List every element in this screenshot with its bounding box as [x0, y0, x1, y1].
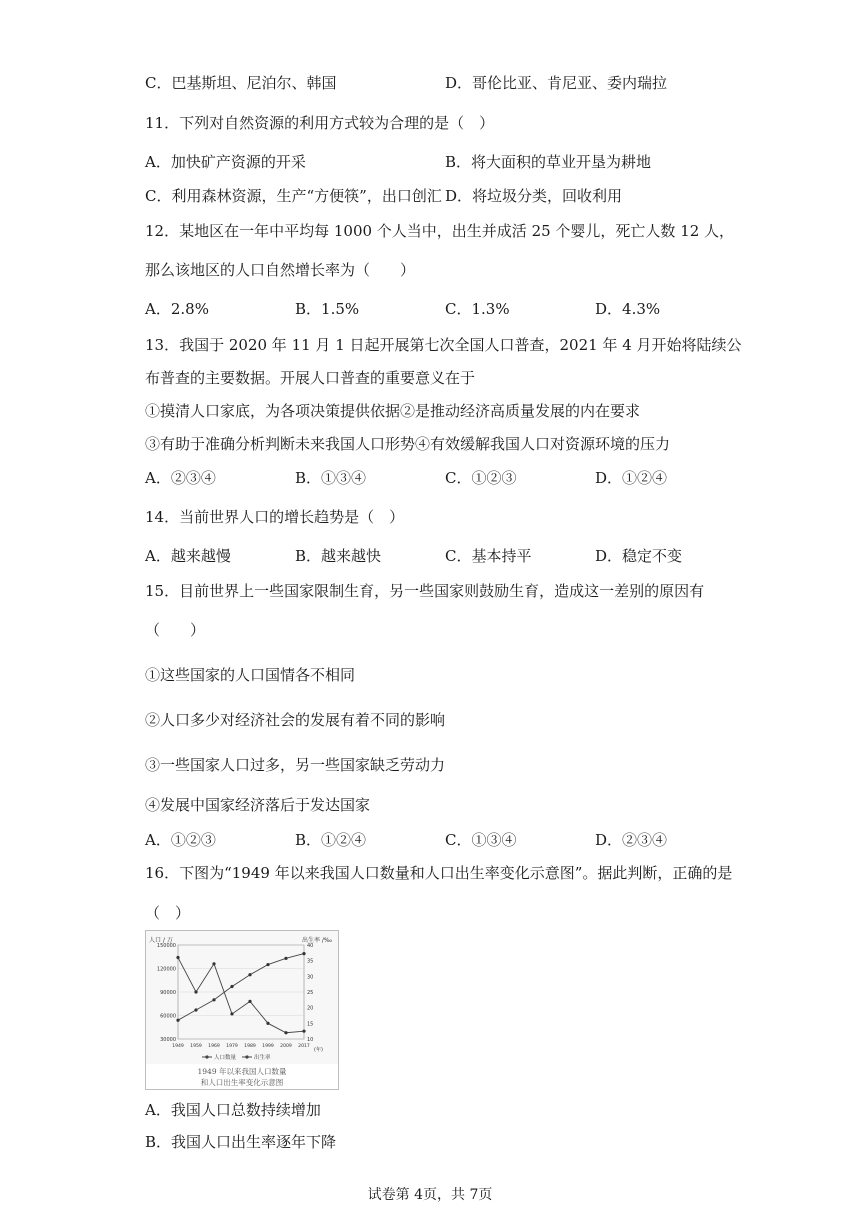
data-point-birthrate — [176, 956, 179, 959]
q13-statement-1: ①摸清人口家底，为各项决策提供依据②是推动经济高质量发展的内在要求 — [145, 402, 641, 420]
x-tick-label: 1969 — [208, 1044, 220, 1049]
q15-statement-1: ①这些国家的人口国情各不相同 — [145, 666, 356, 684]
data-point-birthrate — [248, 1000, 251, 1003]
q14-option-d: D．稳定不变 — [595, 547, 683, 565]
x-unit-label: (年) — [314, 1047, 323, 1053]
right-tick-label: 10 — [307, 1037, 314, 1043]
q15-statement-3: ③一些国家人口过多，另一些国家缺乏劳动力 — [145, 756, 446, 774]
right-tick-label: 25 — [307, 990, 314, 996]
population-chart-svg — [146, 931, 338, 1089]
data-point-population — [302, 952, 305, 955]
x-tick-label: 1979 — [226, 1044, 238, 1049]
left-tick-label: 60000 — [160, 1013, 176, 1020]
q13-statement-2: ③有助于准确分析判断未来我国人口形势④有效缓解我国人口对资源环境的压力 — [145, 435, 671, 453]
q11-option-c: C．利用森林资源，生产“方便筷”，出口创汇 — [145, 187, 442, 205]
right-tick-label: 40 — [307, 943, 314, 949]
q12-stem-line1: 12．某地区在一年中平均每 1000 个人当中，出生并成活 25 个婴儿，死亡人数 12 人， — [145, 222, 735, 240]
data-point-birthrate — [230, 1012, 233, 1015]
q13-option-c: C．①②③ — [445, 469, 517, 487]
q10-option-c: C．巴基斯坦、尼泊尔、韩国 — [145, 74, 337, 92]
x-tick-label: 1989 — [244, 1044, 256, 1049]
q11-stem: 11．下列对自然资源的利用方式较为合理的是（ ） — [145, 114, 495, 132]
data-point-birthrate — [194, 990, 197, 993]
x-tick-label: 2017 — [298, 1044, 310, 1049]
right-tick-label: 30 — [307, 974, 314, 981]
data-point-population — [176, 1019, 179, 1022]
data-point-population — [248, 973, 251, 976]
q11-option-b: B．将大面积的草业开垦为耕地 — [445, 153, 652, 171]
q12-option-b: B．1.5% — [295, 300, 360, 318]
right-tick-label: 20 — [307, 1005, 314, 1012]
chart-caption-line1: 1949 年以来我国人口数量 — [197, 1067, 287, 1076]
data-point-birthrate — [266, 1022, 269, 1025]
left-tick-label: 120000 — [156, 966, 176, 973]
q13-option-b: B．①③④ — [295, 469, 367, 487]
q15-option-d: D．②③④ — [595, 831, 668, 849]
q15-stem-line2: （ ） — [145, 621, 206, 639]
data-point-birthrate — [302, 1030, 305, 1033]
q11-option-d: D．将垃圾分类，回收利用 — [445, 187, 623, 205]
data-point-population — [284, 957, 287, 960]
q14-option-a: A．越来越慢 — [145, 547, 231, 565]
q12-stem-line2: 那么该地区的人口自然增长率为（ ） — [145, 261, 416, 279]
q15-option-a: A．①②③ — [145, 831, 216, 849]
q11-option-a: A．加快矿产资源的开采 — [145, 153, 306, 171]
q13-stem-line1: 13．我国于 2020 年 11 月 1 日起开展第七次全国人口普查，2021 年 4 月开始将陆续公 — [145, 336, 742, 354]
data-point-birthrate — [284, 1031, 287, 1034]
q12-option-c: C．1.3% — [445, 300, 510, 318]
q15-option-c: C．①③④ — [445, 831, 517, 849]
legend-birthrate-marker — [245, 1055, 248, 1058]
data-point-population — [194, 1008, 197, 1011]
left-tick-label: 150000 — [156, 943, 176, 949]
q15-statement-2: ②人口多少对经济社会的发展有着不同的影响 — [145, 711, 446, 729]
left-tick-label: 30000 — [160, 1037, 176, 1043]
q15-stem-line1: 15．目前世界上一些国家限制生育，另一些国家则鼓励生育，造成这一差别的原因有 — [145, 582, 705, 600]
chart-ticks — [157, 943, 313, 1049]
q16-option-b: B．我国人口出生率逐年下降 — [145, 1133, 337, 1151]
population-chart — [145, 930, 339, 1090]
page-footer: 试卷第 4页，共 7页 — [367, 1187, 493, 1203]
right-tick-label: 15 — [307, 1021, 314, 1028]
q13-option-a: A．②③④ — [145, 469, 216, 487]
legend-birthrate-label: 出生率 — [254, 1055, 271, 1061]
q15-statement-4: ④发展中国家经济落后于发达国家 — [145, 796, 371, 814]
x-tick-label: 1949 — [172, 1044, 184, 1049]
series-line-birthrate — [178, 958, 304, 1033]
q14-option-b: B．越来越快 — [295, 547, 382, 565]
q14-option-c: C．基本持平 — [445, 547, 532, 565]
legend-population-marker — [205, 1055, 208, 1058]
q14-stem: 14．当前世界人口的增长趋势是（ ） — [145, 508, 405, 526]
q13-stem-line2: 布普查的主要数据。开展人口普查的重要意义在于 — [145, 369, 476, 387]
q16-stem-line1: 16．下图为“1949 年以来我国人口数量和人口出生率变化示意图”。据此判断，正确的是 — [145, 864, 733, 882]
q13-option-d: D．①②④ — [595, 469, 668, 487]
x-tick-label: 1959 — [190, 1044, 202, 1049]
left-tick-label: 90000 — [160, 990, 176, 996]
left-axis-label: 人口 / 万 — [149, 937, 173, 944]
data-point-population — [212, 998, 215, 1001]
chart-caption-line2: 和人口出生率变化示意图 — [200, 1078, 284, 1087]
data-point-population — [266, 963, 269, 966]
chart-legend — [202, 1053, 271, 1061]
q12-option-d: D．4.3% — [595, 300, 661, 318]
data-point-population — [230, 985, 233, 988]
x-tick-label: 1999 — [262, 1044, 274, 1049]
legend-population-label: 人口数量 — [214, 1055, 237, 1061]
q12-option-a: A．2.8% — [145, 300, 209, 318]
x-tick-label: 2009 — [280, 1044, 292, 1049]
q16-option-a: A．我国人口总数持续增加 — [145, 1101, 321, 1119]
data-point-birthrate — [212, 962, 215, 965]
right-tick-label: 35 — [307, 958, 314, 965]
q15-option-b: B．①②④ — [295, 831, 367, 849]
chart-series — [176, 952, 305, 1034]
q16-stem-line2: （ ） — [145, 904, 191, 922]
q10-option-d: D．哥伦比亚、肯尼亚、委内瑞拉 — [445, 74, 668, 92]
right-axis-label: 出生率 /‰ — [302, 937, 332, 944]
